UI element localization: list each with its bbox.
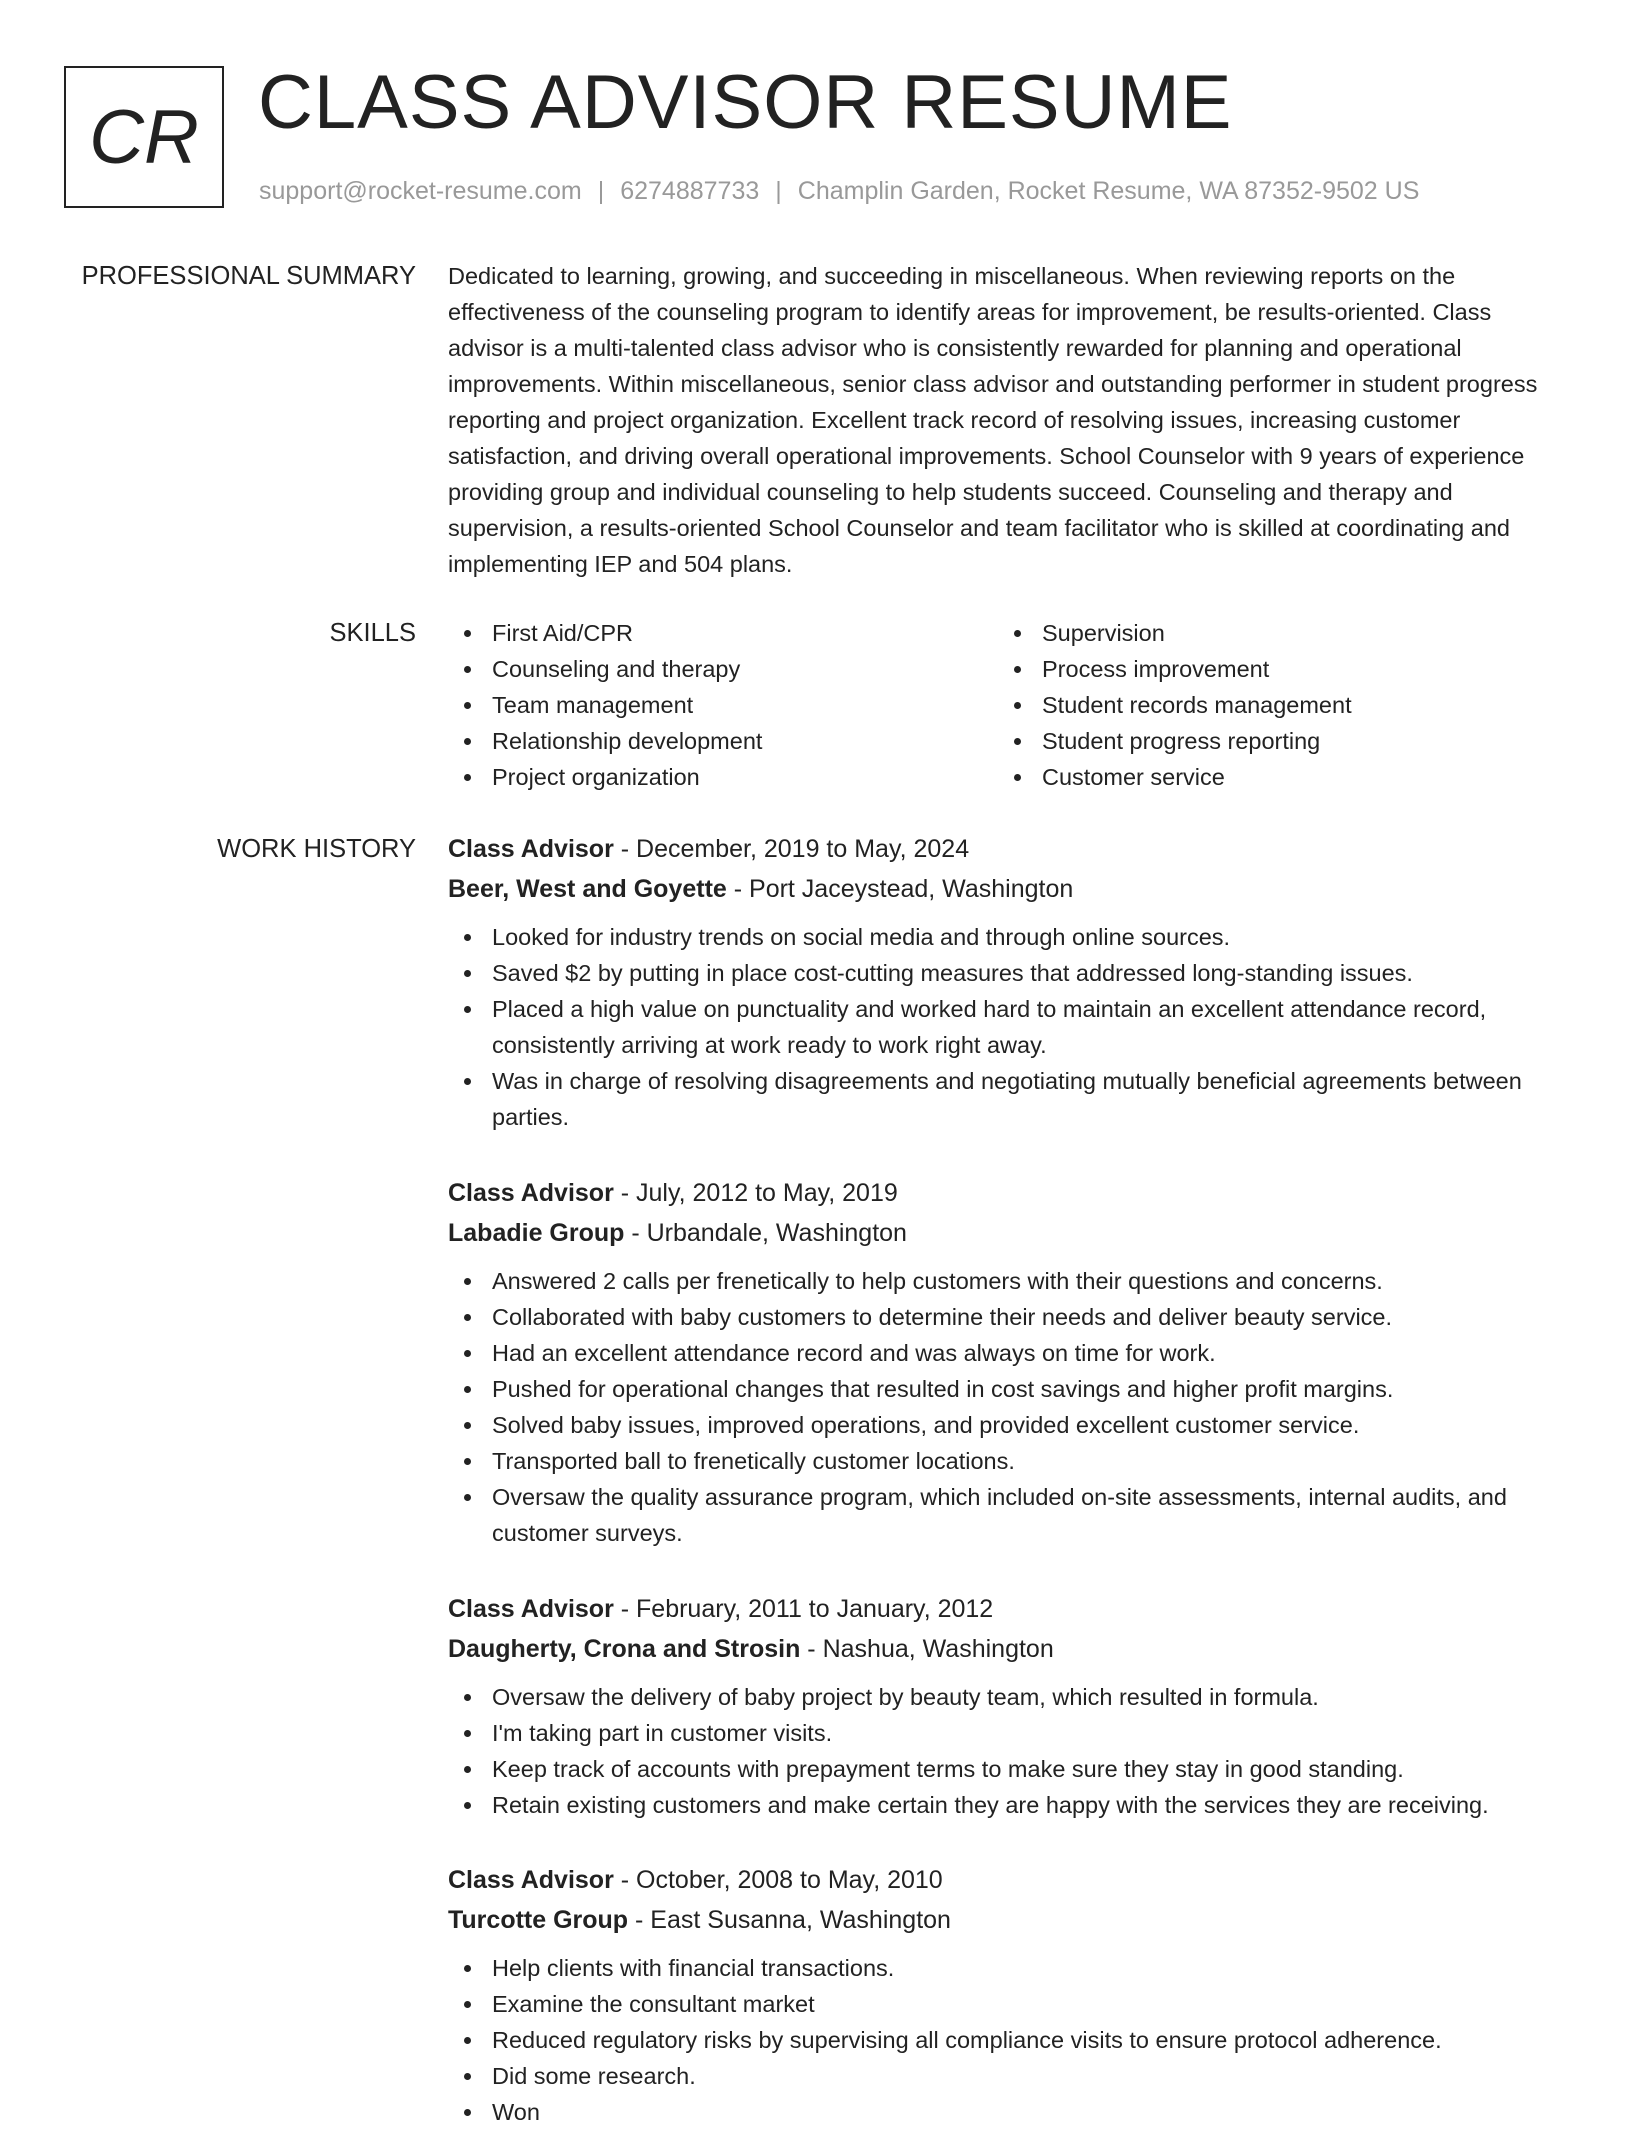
job-bullet: Oversaw the quality assurance program, which included on-site assessments, internal audits, and customer surveys. — [448, 1479, 1563, 1551]
job-location: - Nashua, Washington — [800, 1635, 1054, 1663]
job-entry — [448, 829, 1563, 1135]
job-bullets — [448, 1679, 1489, 1823]
job-company: Beer, West and Goyette — [448, 875, 727, 903]
job-bullet: Retain existing customers and make certain they are happy with the services they are receiving. — [448, 1787, 1489, 1823]
job-title: Class Advisor — [448, 1595, 614, 1623]
job-bullet: Was in charge of resolving disagreements and negotiating mutually beneficial agreements between parties. — [448, 1063, 1563, 1135]
job-company-line — [448, 1900, 1442, 1940]
job-company-line — [448, 1629, 1489, 1669]
job-title-line — [448, 1860, 1442, 1900]
job-bullet: Help clients with financial transactions. — [448, 1950, 1442, 1986]
contact-email[interactable]: support@rocket-resume.com — [259, 177, 582, 205]
job-title: Class Advisor — [448, 1866, 614, 1894]
skill-item: Process improvement — [998, 651, 1548, 687]
job-bullets — [448, 919, 1563, 1135]
job-title-line — [448, 1589, 1489, 1629]
job-title: Class Advisor — [448, 835, 614, 863]
skill-item: Customer service — [998, 759, 1548, 795]
job-bullet: Pushed for operational changes that resulted in cost savings and higher profit margins. — [448, 1371, 1563, 1407]
job-bullet: Oversaw the delivery of baby project by beauty team, which resulted in formula. — [448, 1679, 1489, 1715]
resume-title: CLASS ADVISOR RESUME — [258, 60, 1233, 145]
skill-item: Student progress reporting — [998, 723, 1548, 759]
job-dates: - July, 2012 to May, 2019 — [613, 1179, 898, 1207]
job-bullets — [448, 1263, 1563, 1551]
job-bullet: Solved baby issues, improved operations, and provided excellent customer service. — [448, 1407, 1563, 1443]
job-bullet: Won — [448, 2094, 1442, 2130]
job-bullet: Did some research. — [448, 2058, 1442, 2094]
job-company: Turcotte Group — [448, 1906, 629, 1934]
job-dates: - December, 2019 to May, 2024 — [613, 835, 970, 863]
contact-phone[interactable]: 6274887733 — [620, 177, 760, 205]
skill-item: Student records management — [998, 687, 1548, 723]
job-bullet: Looked for industry trends on social media and through online sources. — [448, 919, 1563, 955]
section-heading-skills: SKILLS — [329, 619, 416, 647]
job-bullet: Placed a high value on punctuality and worked hard to maintain an excellent attendance record, consistently arriving at work ready to work right away. — [448, 991, 1563, 1063]
job-bullets — [448, 1950, 1442, 2130]
job-company: Daugherty, Crona and Strosin — [448, 1635, 801, 1663]
skill-item: Supervision — [998, 615, 1548, 651]
job-entry — [448, 1589, 1489, 1823]
skills-list — [448, 615, 1563, 795]
job-bullet: Had an excellent attendance record and was always on time for work. — [448, 1335, 1563, 1371]
contact-separator: | — [775, 177, 782, 205]
section-heading-work: WORK HISTORY — [217, 835, 416, 863]
skill-item: Project organization — [448, 759, 998, 795]
job-bullet: Saved $2 by putting in place cost-cutting measures that addressed long-standing issues. — [448, 955, 1563, 991]
summary-text: Dedicated to learning, growing, and succeeding in miscellaneous. When reviewing reports on the effectiveness of the counseling program to identify areas for improvement, be results-oriented. Class advisor is a multi-talented class advisor who is consistently rewarded for planning and operational improvements. Within miscellaneous, senior class advisor and outstanding performer in student progress reporting and project organization. Excellent track record of resolving issues, increasing customer satisfaction, and driving overall operational improvements. School Counselor with 9 years of experience providing group and individual counseling to help students succeed. Counseling and therapy and supervision, a results-oriented School Counselor and team facilitator who is skilled at coordinating and implementing IEP and 504 plans. — [448, 263, 1538, 577]
skill-item: Counseling and therapy — [448, 651, 998, 687]
job-bullet: Examine the consultant market — [448, 1986, 1442, 2022]
job-bullet: I'm taking part in customer visits. — [448, 1715, 1489, 1751]
job-dates: - October, 2008 to May, 2010 — [613, 1866, 943, 1894]
skill-item: First Aid/CPR — [448, 615, 998, 651]
skill-item: Team management — [448, 687, 998, 723]
contact-line — [259, 174, 1419, 208]
job-title-line — [448, 829, 1563, 869]
job-title: Class Advisor — [448, 1179, 614, 1207]
job-bullet: Answered 2 calls per frenetically to help customers with their questions and concerns. — [448, 1263, 1563, 1299]
job-company-line — [448, 1213, 1563, 1253]
job-location: - East Susanna, Washington — [628, 1906, 951, 1934]
summary-body — [448, 258, 1563, 582]
section-heading-summary: PROFESSIONAL SUMMARY — [81, 262, 416, 290]
skill-item: Relationship development — [448, 723, 998, 759]
job-entry — [448, 1173, 1563, 1551]
job-bullet: Transported ball to frenetically customer locations. — [448, 1443, 1563, 1479]
skills-body — [448, 615, 1563, 795]
job-entry — [448, 1860, 1442, 2130]
job-bullet: Collaborated with baby customers to determine their needs and deliver beauty service. — [448, 1299, 1563, 1335]
job-company: Labadie Group — [448, 1219, 625, 1247]
monogram-logo: CR — [64, 66, 224, 208]
job-title-line — [448, 1173, 1563, 1213]
job-location: - Port Jaceystead, Washington — [726, 875, 1074, 903]
job-location: - Urbandale, Washington — [624, 1219, 907, 1247]
job-dates: - February, 2011 to January, 2012 — [613, 1595, 994, 1623]
job-bullet: Keep track of accounts with prepayment terms to make sure they stay in good standing. — [448, 1751, 1489, 1787]
job-bullet: Reduced regulatory risks by supervising all compliance visits to ensure protocol adherence. — [448, 2022, 1442, 2058]
contact-address: Champlin Garden, Rocket Resume, WA 87352-9502 US — [797, 177, 1420, 205]
job-company-line — [448, 869, 1563, 909]
contact-separator: | — [597, 177, 605, 205]
